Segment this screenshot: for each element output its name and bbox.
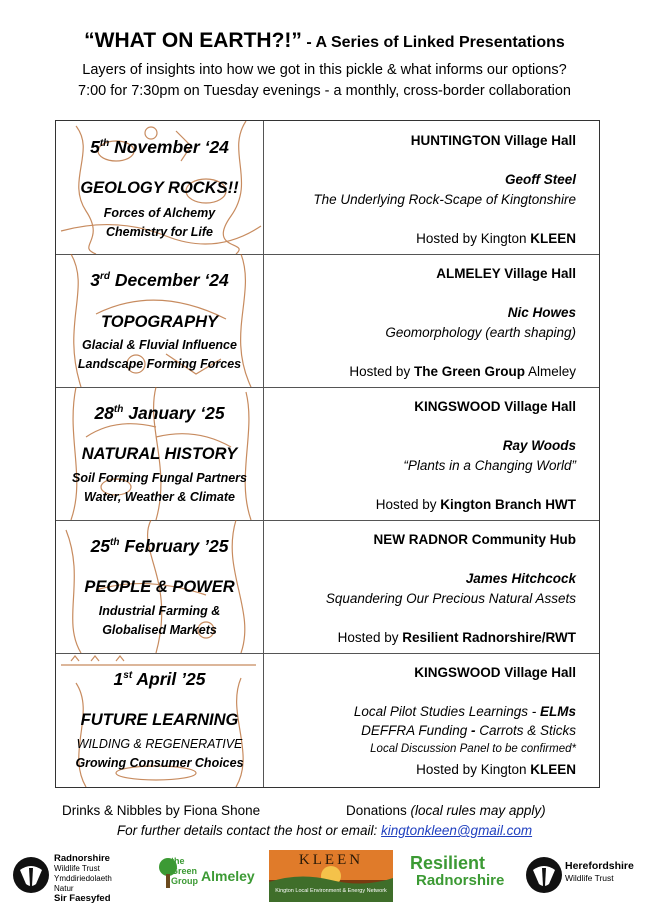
event-date: 3rd December ‘24 [90,270,229,290]
event-host: Hosted by Kington KLEEN [416,762,576,777]
event-row-2 [56,254,599,388]
event-host: Hosted by Resilient Radnorshire/RWT [337,630,576,645]
event-venue: HUNTINGTON Village Hall [410,133,576,148]
event-row-4 [56,520,599,654]
event-speaker: Nic Howes [507,305,576,320]
herefordshire-wildlife-trust-logo: Herefordshire Wildlife Trust [525,854,645,898]
event-subtitle-2: Water, Weather & Climate [84,490,235,504]
event-subtitle-1: Industrial Farming & [98,604,221,618]
page-title: “WHAT ON EARTH?!” - A Series of Linked Presentations [84,29,565,52]
event-date: 5th November ‘24 [90,137,229,157]
event-row-5 [56,653,599,787]
event-right-cell [264,653,576,787]
event-left-cell [56,520,264,653]
event-right-cell [264,121,576,254]
green-group-almeley-logo: the Green Group Almeley [157,854,257,898]
badger-icon [12,856,50,894]
event-venue: NEW RADNOR Community Hub [373,532,576,547]
event-right-cell [264,520,576,653]
event-subtitle-1: Glacial & Fluvial Influence [82,338,237,352]
footer-contact: For further details contact the host or email: kingtonkleen@gmail.com [116,823,533,838]
event-talk: “Plants in a Changing World” [403,458,576,473]
event-subtitle-1: Soil Forming Fungal Partners [71,471,248,485]
event-subtitle-2: Chemistry for Life [106,225,213,239]
event-left-cell [56,121,264,254]
event-right-cell [264,254,576,387]
event-date: 28th January ‘25 [94,403,225,423]
event-subtitle-2: Landscape Forming Forces [77,357,242,371]
donations-text: Donations (local rules may apply) [346,803,546,818]
event-host: Hosted by The Green Group Almeley [349,364,576,379]
event-topic: FUTURE LEARNING [80,711,239,729]
event-subtitle-1: Forces of Alchemy [103,206,216,220]
intro-line-1: Layers of insights into how we got in this pickle & what informs our options? [82,62,567,78]
schedule-table [55,120,600,788]
event-line-ELMs: Local Pilot Studies Learnings - ELMs [353,704,576,719]
intro-line-2: 7:00 for 7:30pm on Tuesday evenings - a monthly, cross-border collaboration [78,83,571,99]
event-speaker: Ray Woods [502,438,576,453]
kleen-logo: KLEEN Kington Local Environment & Energy Network [269,850,393,902]
event-left-cell [56,254,264,387]
drinks-text: Drinks & Nibbles by Fiona Shone [62,803,261,818]
event-talk: Geomorphology (earth shaping) [385,325,576,340]
email-link[interactable]: kingtonkleen@gmail.com [381,823,533,838]
event-venue: KINGSWOOD Village Hall [414,399,576,414]
event-line-deffra: DEFFRA Funding - Carrots & Sticks [361,723,576,738]
event-talk: Squandering Our Precious Natural Assets [325,591,576,606]
badger-icon [525,856,563,894]
event-row-3 [56,387,599,521]
event-topic: TOPOGRAPHY [100,313,219,331]
event-venue: ALMELEY Village Hall [436,266,576,281]
event-speaker: James Hitchcock [465,571,576,586]
event-subtitle-2: Growing Consumer Choices [75,756,244,770]
event-topic: GEOLOGY ROCKS!! [80,179,239,197]
event-date: 25th February ’25 [90,536,229,556]
event-topic: PEOPLE & POWER [84,578,235,596]
event-left-cell [56,387,264,520]
event-host: Hosted by Kington KLEEN [416,231,576,246]
event-host: Hosted by Kington Branch HWT [375,497,576,512]
event-venue: KINGSWOOD Village Hall [414,665,576,680]
header [0,28,649,102]
event-topic: NATURAL HISTORY [81,445,238,463]
event-subtitle-1: WILDING & REGENERATIVE [76,737,243,751]
event-row-1 [56,121,599,255]
radnorshire-wildlife-trust-logo: Radnorshire Wildlife Trust Ymddiriedolaeth Natur Sir Faesyfed [12,854,132,898]
event-left-cell [56,653,264,787]
event-talk: The Underlying Rock-Scape of Kingtonshire [313,192,576,207]
event-date: 1st April ’25 [113,669,206,689]
event-subtitle-2: Globalised Markets [102,623,217,637]
event-speaker: Geoff Steel [504,172,576,187]
event-line-panel: Local Discussion Panel to be confirmed* [370,743,576,755]
event-right-cell [264,387,576,520]
logos-strip [0,848,649,908]
resilient-radnorshire-logo: Resilient Radnorshire [410,853,505,889]
